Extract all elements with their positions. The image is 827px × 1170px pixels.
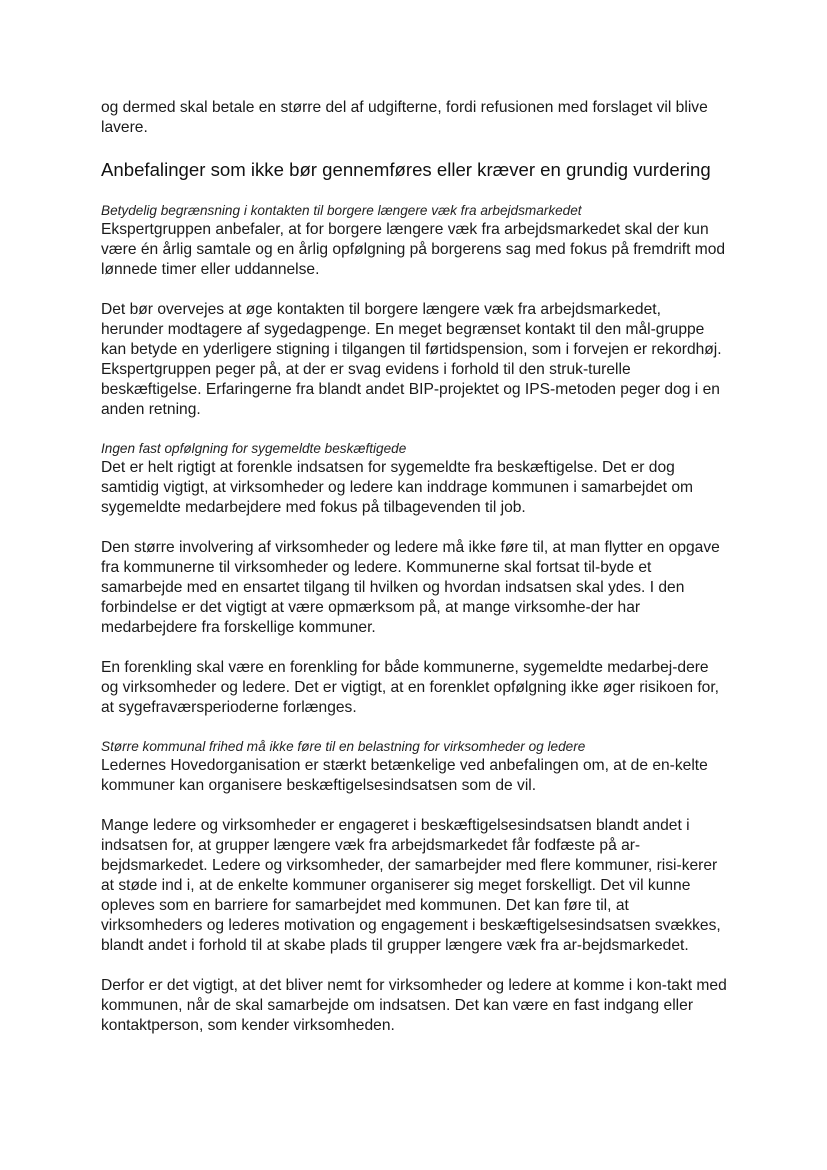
subheading-contact-limitation: Betydelig begrænsning i kontakten til borgere længere væk fra arbejdsmarkedet (101, 203, 582, 218)
paragraph: En forenkling skal være en forenkling for både kommunerne, sygemeldte medarbej-dere og virksomheder og ledere. Det er vigtigt, at en forenklet opfølgning ikke øger risikoen for, at sygefraværsperioderne forlænges. (101, 659, 719, 716)
paragraph: Ekspertgruppen anbefaler, at for borgere længere væk fra arbejdsmarkedet skal der kun være én årlig samtale og en årlig opfølgning på borgerens sag med fokus på fremdrift mod lønnede timer eller uddannelse. (101, 221, 726, 278)
intro-paragraph: og dermed skal betale en større del af udgifterne, fordi refusionen med forslaget vil blive lavere. (101, 99, 708, 136)
paragraph: Mange ledere og virksomheder er engageret i beskæftigelsesindsatsen blandt andet i indsatsen for, at grupper længere væk fra arbejdsmarkedet får fodfæste på ar-bejdsmarkedet. Ledere og virksomheder, der samarbejder med flere kommuner, risi-kerer at støde ind i, at de enkelte kommuner organiserer sig meget forskelligt. Det vil kunne opleves som en barriere for samarbejdet med kommunen. Det kan føre til, at virksomheders og lederes motivation og engagement i beskæftigelsesindsatsen svækkes, blandt andet i forhold til at skabe plads til grupper længere væk fra ar-bejdsmarkedet. (101, 817, 721, 954)
section-heading: Anbefalinger som ikke bør gennemføres eller kræver en grundig vurdering (101, 159, 711, 180)
subheading-sick-leave-followup: Ingen fast opfølgning for sygemeldte beskæftigede (101, 441, 407, 456)
paragraph: Ledernes Hovedorganisation er stærkt betænkelige ved anbefalingen om, at de en-kelte kommuner kan organisere beskæftigelsesindsatsen som de vil. (101, 757, 708, 794)
paragraph: Derfor er det vigtigt, at det bliver nemt for virksomheder og ledere at komme i kon-takt med kommunen, når de skal samarbejde om indsatsen. Det kan være en fast indgang eller kontaktperson, som kender virksomheden. (101, 977, 727, 1034)
paragraph: Den større involvering af virksomheder og ledere må ikke føre til, at man flytter en opgave fra kommunerne til virksomheder og ledere. Kommunerne skal fortsat til-byde et samarbejde med en ensartet tilgang til hvilken og hvordan indsatsen skal ydes. I den forbindelse er det vigtigt at være opmærksom på, at mange virksomhe-der har medarbejdere fra forskellige kommuner. (101, 539, 720, 636)
subheading-municipal-freedom: Større kommunal frihed må ikke føre til en belastning for virksomheder og ledere (101, 739, 586, 754)
document-page (101, 98, 727, 1036)
paragraph: Det bør overvejes at øge kontakten til borgere længere væk fra arbejdsmarkedet, herunder modtagere af sygedagpenge. En meget begrænset kontakt til den mål-gruppe kan betyde en yderligere stigning i tilgangen til førtidspension, som i forvejen er rekordhøj. Ekspertgruppen peger på, at der er svag evidens i forhold til den struk-turelle beskæftigelse. Erfaringerne fra blandt andet BIP-projektet og IPS-metoden peger dog i en anden retning. (101, 301, 722, 418)
paragraph: Det er helt rigtigt at forenkle indsatsen for sygemeldte fra beskæftigelse. Det er dog samtidig vigtigt, at virksomheder og ledere kan inddrage kommunen i samarbejdet om sygemeldte medarbejdere med fokus på tilbagevenden til job. (101, 459, 693, 516)
